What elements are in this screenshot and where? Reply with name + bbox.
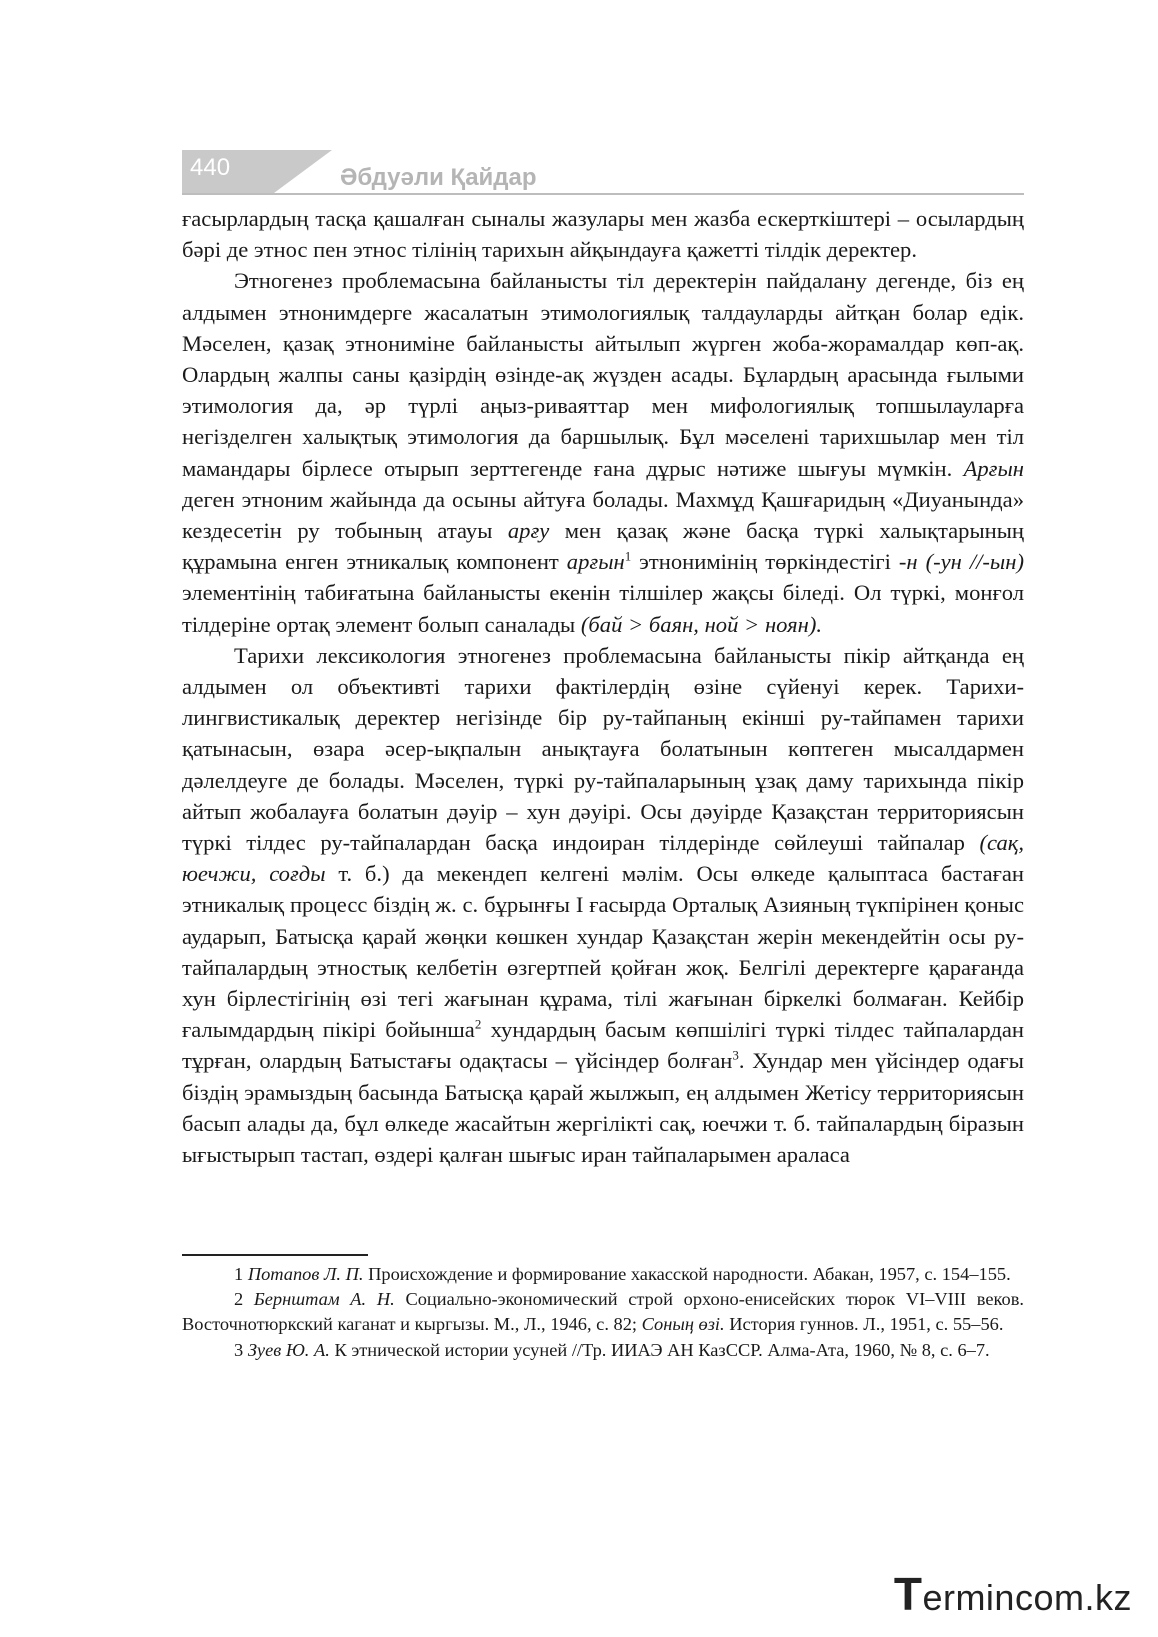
paragraph-1-text: ғасырлардың тасқа қашалған сыналы жазулары мен жазба ескерткіштері – осылардың бәрі де этнос пен этнос тілінің тарихын айқындауға қажетті тілдік деректер. bbox=[182, 206, 1024, 263]
termincom-watermark bbox=[894, 1567, 1132, 1621]
body-text bbox=[182, 203, 1024, 1170]
footnote-ref-2[interactable]: 2 bbox=[474, 1016, 482, 1032]
paragraph-2 bbox=[182, 265, 1024, 639]
footnote-ref-3[interactable]: 3 bbox=[732, 1047, 739, 1063]
footnotes bbox=[182, 1262, 1024, 1363]
p2-text-1: Этногенез проблемасына байланысты тіл деректерін пайдалану дегенде, біз ең алдымен этнонимдерге жасалатын этимологиялық талдауларды айтқан болар едік. Мәселен, қазақ этнониміне байланысты айтылып жүрген жоба-жорамалдар көп-ақ. Олардың жалпы саны қазірдің өзінде-ақ жүзден асады. Бұлардың арасында ғылыми этимология да, әр түрлі аңыз-риваяттар мен мифологиялық топшылауларға негізделген халықтық этимология да баршылық. Бұл мәселені тарихшылар мен тіл мамандары бірлесе отырып зерттегенде ғана дұрыс нәтиже шығуы мүмкін. bbox=[182, 268, 1024, 481]
footnote-2-number: 2 bbox=[234, 1289, 244, 1310]
footnote-2-text: Социально-экономический строй орхоно-енисейских тюрок VI–VIII веков. Восточнотюркский каганат и кыргызы. М., Л., 1946, с. 82; bbox=[182, 1289, 1024, 1335]
watermark-letter-t: T bbox=[893, 1568, 923, 1620]
header-wedge-shape bbox=[274, 150, 332, 193]
footnote-2-author-2: Соның өзі. bbox=[641, 1314, 725, 1335]
p3-text-2: т. б.) да мекендеп келгені мәлім. Осы өлкеде қалыптаса бастаған этникалық процесс біздің ж. с. бұрынғы І ғасырда Орталық Азияның түкпірінен қоныс аударып, Батысқа қарай жөңки көшкен хундар Қазақстан жерін мекендейтін осы ру-тайпалардың этностық келбетін өзгертпей қойған жоқ. Белгілі деректерге қарағанда хун бірлестігінің өзі тегі жағынан құрама, тілі жағынан біркелкі болмаған. Кейбір ғалымдардың пікірі бойынша bbox=[182, 861, 1025, 1043]
p2-italic-suffix: -н (-ун //-ын) bbox=[898, 549, 1024, 575]
p3-text-1: Тарихи лексикология этногенез проблемасына байланысты пікір айтқанда ең алдымен ол объективті тарихи фактілердің өзіне сүйенуі керек. Тарихи-лингвистикалық деректер негізінде бір ру-тайпаның екінші ру-тайпамен тарихи қатынасын, өзара әсер-ықпалын анықтауға болатынын көптеген мысалдармен дәлелдеуге де болады. Мәселен, түркі ру-тайпаларының ұзақ даму тарихында пікір айтып жобалауға болатын дәуір – хун дәуірі. Осы дәуірде Қазақстан территориясын түркі тілдес ру-тайпалардан басқа индоиран тілдерінде сөйлеуші тайпалар bbox=[182, 642, 1024, 856]
footnote-2-author: Бернштам А. Н. bbox=[253, 1289, 395, 1310]
p3-italic-tribes: (сақ, юечжи, соғды bbox=[182, 830, 1024, 887]
footnote-3 bbox=[182, 1338, 1024, 1363]
p2-italic-argu: арғу bbox=[507, 518, 550, 544]
p2-text-5: элементінің табиғатына байланысты екенін тілшілер жақсы біледі. Ол түркі, монғол тілдеріне ортақ элемент болып саналады bbox=[182, 580, 1024, 637]
p2-italic-examples: (бай > баян, ной > ноян). bbox=[580, 611, 823, 637]
paragraph-3 bbox=[182, 640, 1024, 1170]
watermark-letter-o: o bbox=[1033, 1577, 1054, 1618]
page-number: 440 bbox=[190, 154, 231, 181]
footnote-3-number: 3 bbox=[234, 1339, 244, 1360]
footnote-separator bbox=[182, 1254, 368, 1256]
watermark-middle: erminc bbox=[922, 1577, 1034, 1618]
running-title: Әбдуәли Қайдар bbox=[340, 164, 537, 191]
p2-italic-argyn: Арғын bbox=[963, 455, 1024, 481]
footnote-3-author: Зуев Ю. А. bbox=[247, 1339, 330, 1360]
header-rule bbox=[182, 193, 1024, 195]
watermark-end: m.kz bbox=[1054, 1577, 1132, 1618]
footnote-3-text: К этнической истории усуней //Тр. ИИАЭ АН КазССР. Алма-Ата, 1960, № 8, с. 6–7. bbox=[334, 1339, 990, 1360]
p2-text-3: мен қазақ және басқа түркі халықтарының құрамына енген этникалық компонент bbox=[182, 518, 1025, 575]
footnote-1-number: 1 bbox=[234, 1264, 244, 1284]
footnote-1-text: Происхождение и формирование хакасской народности. Абакан, 1957, с. 154–155. bbox=[368, 1264, 1011, 1284]
p3-text-4: . Хундар мен үйсіндер одағы біздің эрамыздың басында Батысқа қарай жылжып, ең алдымен Жетісу территориясын басып алады да, бұл өлкеде жасайтын жергілікті сақ, юечжи т. б. тайпалардың біразын ығыстырып тастап, өздері қалған шығыс иран тайпаларымен араласа bbox=[182, 1048, 1024, 1168]
footnote-1 bbox=[182, 1262, 1024, 1287]
p2-italic-argyn-2: арғын bbox=[566, 549, 625, 575]
p3-text-3: хундардың басым көпшілігі түркі тілдес тайпалардан тұрған, олардың Батыстағы одақтасы – үйсіндер болған bbox=[182, 1017, 1024, 1074]
footnote-ref-1[interactable]: 1 bbox=[624, 548, 632, 564]
footnote-1-author: Потапов Л. П. bbox=[247, 1264, 364, 1284]
footnote-2-text-2: История гуннов. Л., 1951, с. 55–56. bbox=[729, 1314, 1004, 1335]
page-header bbox=[182, 150, 1024, 198]
p2-text-4: этнонимінің төркіндестігі bbox=[639, 549, 891, 575]
p2-text-2: деген этноним жайында да осыны айтуға болады. Махмұд Қашғаридың «Диуанында» кездесетін ру тобының атауы bbox=[182, 486, 1024, 544]
paragraph-1 bbox=[182, 203, 1024, 265]
footnote-2 bbox=[182, 1287, 1024, 1337]
